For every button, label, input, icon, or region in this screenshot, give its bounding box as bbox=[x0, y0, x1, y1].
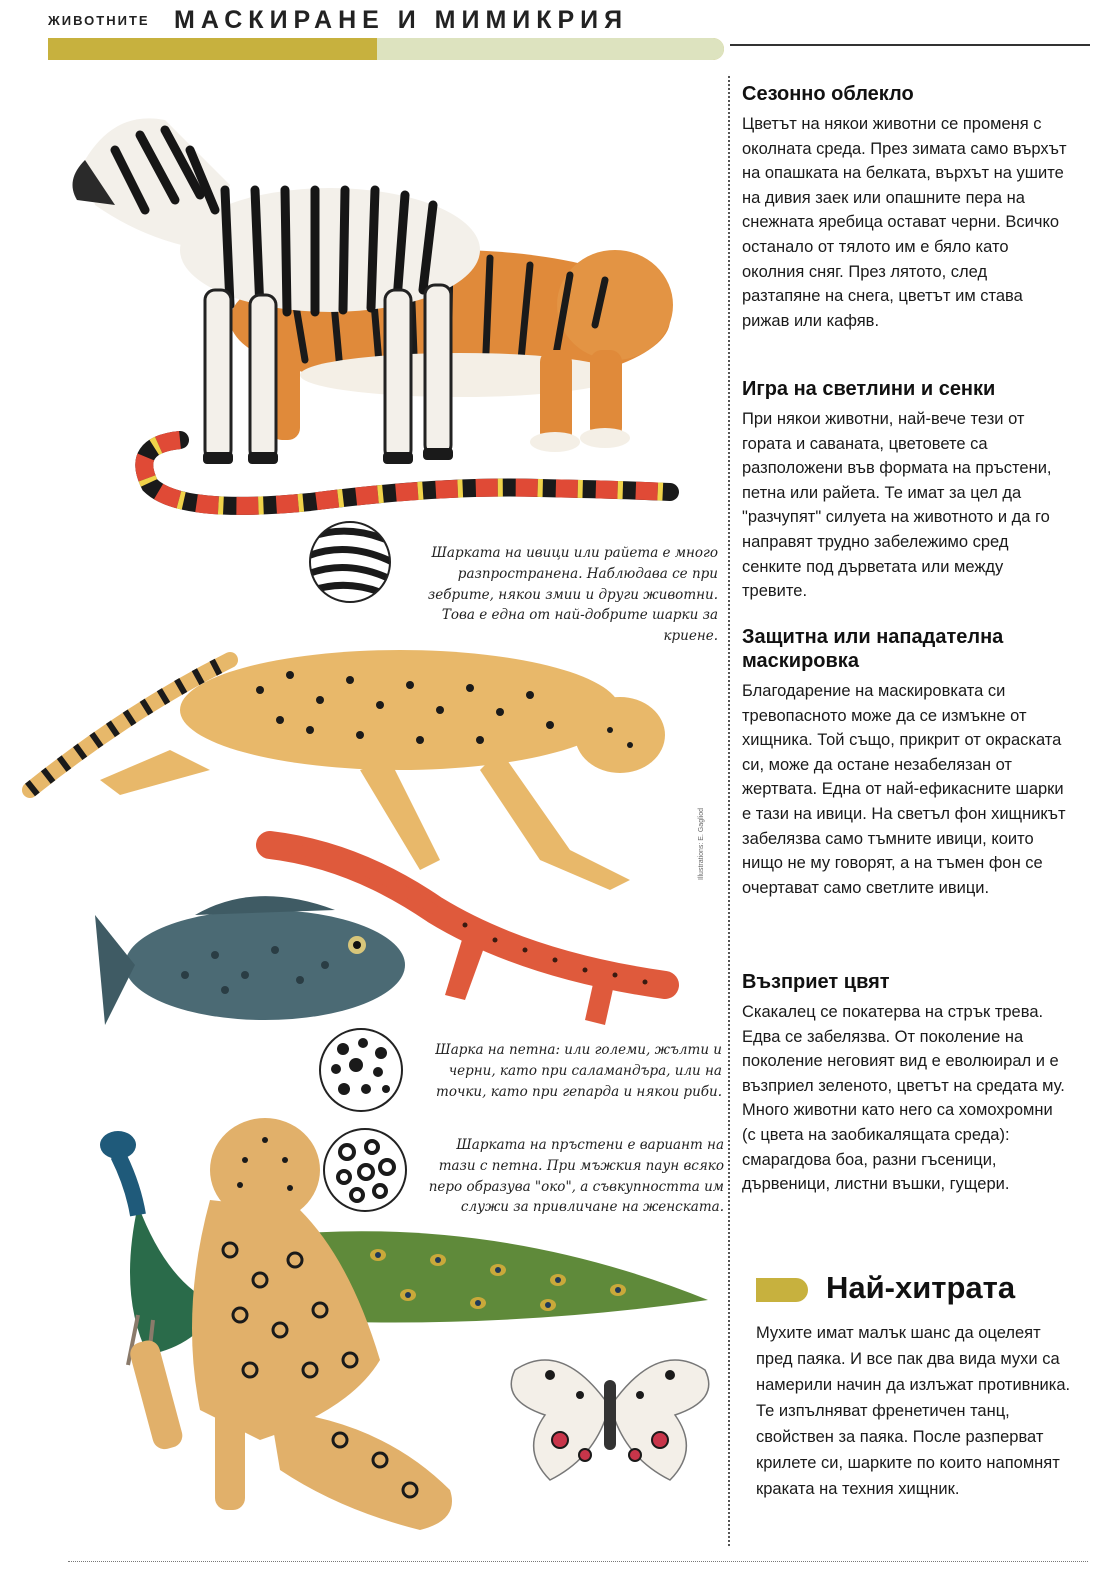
spot-pattern-swatch bbox=[318, 1027, 404, 1113]
page-title: МАСКИРАНЕ И МИМИКРИЯ bbox=[174, 6, 629, 34]
section-title: Игра на светлини и сенки bbox=[742, 378, 996, 400]
caption-stripes: Шарката на ивици или райета е много разпространена. Наблюдава се при зебрите, някои змии и други животни. Това е една от най-добрите шарки за криене. bbox=[427, 545, 718, 645]
header-accent-band-light bbox=[377, 38, 724, 60]
section-adopted-color bbox=[742, 970, 1068, 1197]
butterfly-illustration bbox=[500, 1340, 720, 1490]
box-title: Най-хитрата bbox=[826, 1270, 1016, 1305]
section-title: Възприет цвят bbox=[742, 971, 890, 993]
caption-spots: Шарка на петна: или големи, жълти и черни, като при саламандъра, или на точки, като при гепарда и някои риби. bbox=[435, 1042, 722, 1100]
section-seasonal-coat bbox=[742, 82, 1068, 333]
header-section-label: ЖИВОТНИТЕ bbox=[48, 13, 150, 28]
section-light-shadow bbox=[742, 377, 1068, 604]
zebra-illustration bbox=[55, 90, 495, 480]
section-title: Сезонно облекло bbox=[742, 83, 914, 105]
section-text: Благодарение на маскировката си тревопасното може да се измъкне от хищника. Той също, прикрит от окраската си, може да остане незабелязан от жертвата. Една от най-ефикасните шарки е тази на ивици. На светъл фон хищникът забелязва само тъмните ивици, които нищо не му говорят, а на тъмен фон се очертават само светлите ивици. bbox=[742, 682, 1066, 897]
box-text: Мухите имат малък шанс да оцелеят пред паяка. И все пак два вида мухи са намерили начин да излъжат противника. Те изпълняват френетичен танц, свойствен за паяка. После разперват крилете си, шарките по които напомнят краката на техния хищник. bbox=[756, 1324, 1071, 1498]
section-defensive-camouflage bbox=[742, 625, 1068, 900]
illustration-credit: Illustrations: E. Gagliod bbox=[698, 808, 705, 880]
header-rule bbox=[730, 44, 1090, 46]
caption-rings: Шарката на пръстени е вариант на тази с петна. При мъжкия паун всяко перо образува "око", а съвкупността им служи за привличане на женската. bbox=[428, 1137, 724, 1216]
section-title: Защитна или нападателна маскировка bbox=[742, 626, 1004, 672]
column-divider bbox=[728, 76, 730, 1546]
box-accent-pill bbox=[756, 1278, 808, 1302]
section-text: Скакалец се покатерва на стрък трева. Едва се забелязва. От поколение на поколение неговият вид е еволюирал и е възприел зеленото, цветът на средата му. Много животни като него са хомохромни (с цвета на заобикалящата среда): смарагдова боа, разни гъсеници, дървеници, листни въшки, гущери. bbox=[742, 1003, 1065, 1194]
salamander-illustration bbox=[265, 835, 705, 1035]
snake-illustration bbox=[110, 430, 690, 520]
bottom-rule bbox=[68, 1561, 1088, 1562]
section-text: При някои животни, най-вече тези от гората и саваната, цветовете са разположени във формата на пръстени, петна или райета. Те имат за цел да "разчупят" силуета на животното и да го направят трудно забележимо сред сенките под дърветата или между тревите. bbox=[742, 410, 1052, 601]
stripe-pattern-swatch bbox=[308, 520, 392, 604]
box-heading bbox=[756, 1272, 1076, 1312]
section-text: Цветът на някои животни се променя с околната среда. През зимата само върхът на опашката на белката, върхът на ушите на дивия заек или опашните пера на снежната яребица остават черни. Всичко останало от тялото им е бяло като околния сняг. През лятото, след разтапяне на снега, цветът им става рижав или кафяв. bbox=[742, 115, 1067, 330]
